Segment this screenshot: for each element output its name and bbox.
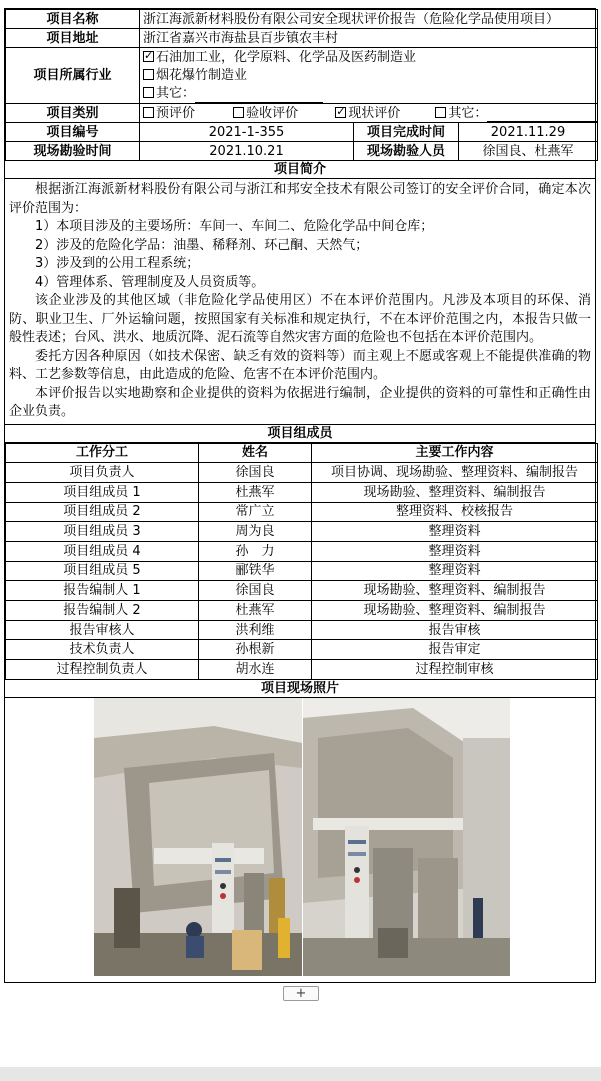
site-photo-right-image <box>303 698 510 976</box>
member-name: 郦铁华 <box>199 561 312 581</box>
table-row <box>6 640 598 660</box>
summary-body <box>5 179 595 425</box>
industry-option-petrochem[interactable]: ✓石油加工业，化学原料、化学品及医药制造业 <box>143 49 594 67</box>
table-row <box>6 561 598 581</box>
site-photo-left <box>94 698 302 976</box>
industry-option-other[interactable]: 其它： <box>143 85 594 103</box>
category-option-other[interactable]: 其它： <box>435 106 597 121</box>
member-work: 整理资料、校核报告 <box>312 502 598 522</box>
photos-title: 项目现场照片 <box>5 680 595 698</box>
member-role: 过程控制负责人 <box>6 660 199 680</box>
team-table <box>5 443 598 680</box>
member-name: 洪利维 <box>199 620 312 640</box>
category-option-pre[interactable]: 预评价 <box>143 105 229 122</box>
table-row <box>6 581 598 601</box>
project-address-value: 浙江省嘉兴市海盐县百步镇农丰村 <box>140 29 598 48</box>
member-work: 整理资料 <box>312 522 598 542</box>
member-work: 现场勘验、整理资料、编制报告 <box>312 482 598 502</box>
industry-option-fireworks[interactable]: 烟花爆竹制造业 <box>143 67 594 85</box>
checkbox[interactable] <box>143 87 154 98</box>
member-role: 项目组成员 1 <box>6 482 199 502</box>
member-role: 项目组成员 2 <box>6 502 199 522</box>
table-row <box>6 660 598 680</box>
member-work: 报告审定 <box>312 640 598 660</box>
project-name-value: 浙江海派新材料股份有限公司安全现状评价报告（危险化学品使用项目） <box>140 10 598 29</box>
table-row <box>6 620 598 640</box>
project-number-value: 2021-1-355 <box>140 123 354 142</box>
member-name: 孙根新 <box>199 640 312 660</box>
surveyors-value: 徐国良、杜燕军 <box>459 142 598 161</box>
member-work: 现场勘验、整理资料、编制报告 <box>312 601 598 621</box>
summary-item: 3）涉及到的公用工程系统； <box>35 256 200 271</box>
site-photo-right <box>303 698 510 976</box>
checkbox-checked[interactable] <box>143 51 154 62</box>
member-role: 项目负责人 <box>6 463 199 483</box>
member-role: 报告编制人 1 <box>6 581 199 601</box>
other-input-line[interactable] <box>487 109 597 122</box>
member-name: 徐国良 <box>199 581 312 601</box>
team-header-role: 工作分工 <box>6 443 199 463</box>
member-name: 常广立 <box>199 502 312 522</box>
checkbox[interactable] <box>435 107 446 118</box>
member-role: 项目组成员 4 <box>6 541 199 561</box>
summary-paragraph: 本评价报告以实地勘察和企业提供的资料为依据进行编制，企业提供的资料的可靠性和正确性由企业负责。 <box>9 385 591 419</box>
other-input-line[interactable] <box>195 90 323 103</box>
category-label: 项目类别 <box>6 104 140 123</box>
checkbox[interactable] <box>143 107 154 118</box>
survey-time-value: 2021.10.21 <box>140 142 354 161</box>
project-info-table <box>5 9 598 161</box>
member-work: 现场勘验、整理资料、编制报告 <box>312 581 598 601</box>
member-name: 徐国良 <box>199 463 312 483</box>
report-form <box>4 8 596 983</box>
summary-item: 2）涉及的危险化学品：油墨、稀释剂、环己酮、天然气； <box>35 237 369 253</box>
table-row <box>6 502 598 522</box>
member-name: 周为良 <box>199 522 312 542</box>
member-name: 杜燕军 <box>199 601 312 621</box>
member-role: 报告编制人 2 <box>6 601 199 621</box>
survey-time-label: 现场勘验时间 <box>6 142 140 161</box>
category-option-current[interactable]: ✓ 现状评价 <box>335 105 431 122</box>
team-header-row <box>6 443 598 463</box>
team-title: 项目组成员 <box>5 425 595 443</box>
project-number-label: 项目编号 <box>6 123 140 142</box>
member-name: 杜燕军 <box>199 482 312 502</box>
checkbox-checked[interactable] <box>335 107 346 118</box>
project-address-label: 项目地址 <box>6 29 140 48</box>
member-name: 孙 力 <box>199 541 312 561</box>
checkbox[interactable] <box>233 107 244 118</box>
category-options <box>140 104 598 123</box>
finish-time-label: 项目完成时间 <box>354 123 459 142</box>
team-header-name: 姓名 <box>199 443 312 463</box>
table-row <box>6 482 598 502</box>
member-name: 胡水连 <box>199 660 312 680</box>
summary-item: 1）本项目涉及的主要场所：车间一、车间二、危险化学品中间仓库； <box>35 219 434 234</box>
team-header-work: 主要工作内容 <box>312 443 598 463</box>
member-role: 技术负责人 <box>6 640 199 660</box>
surveyors-label: 现场勘验人员 <box>354 142 459 161</box>
member-work: 过程控制审核 <box>312 660 598 680</box>
industry-options <box>140 48 598 104</box>
bottom-bar <box>0 1067 601 1081</box>
summary-item: 4）管理体系、管理制度及人员资质等。 <box>35 274 265 290</box>
industry-label: 项目所属行业 <box>6 48 140 104</box>
member-role: 项目组成员 3 <box>6 522 199 542</box>
summary-paragraph: 该企业涉及的其他区域（非危险化学品使用区）不在本评价范围内。凡涉及本项目的环保、消防、职业卫生、厂外运输问题，按照国家有关标准和规定执行，不在本评价范围之内，本报告只做一般性表述；台风、洪水、地质沉降、泥石流等自然灾害方面的危险也不包括在本评价范围内。 <box>9 293 591 345</box>
table-row <box>6 463 598 483</box>
summary-title: 项目简介 <box>5 161 595 179</box>
member-work: 整理资料 <box>312 541 598 561</box>
member-work: 报告审核 <box>312 620 598 640</box>
category-option-acceptance[interactable]: 验收评价 <box>233 105 331 122</box>
project-name-label: 项目名称 <box>6 10 140 29</box>
site-photo-left-image <box>94 698 302 976</box>
checkbox[interactable] <box>143 69 154 80</box>
member-work: 项目协调、现场勘验、整理资料、编制报告 <box>312 463 598 483</box>
table-row <box>6 541 598 561</box>
member-role: 报告审核人 <box>6 620 199 640</box>
table-row <box>6 601 598 621</box>
add-button[interactable]: + <box>283 986 319 1001</box>
photos-area <box>5 698 595 978</box>
table-row <box>6 522 598 542</box>
member-role: 项目组成员 5 <box>6 561 199 581</box>
member-work: 整理资料 <box>312 561 598 581</box>
summary-paragraph: 根据浙江海派新材料股份有限公司与浙江和邦安全技术有限公司签订的安全评价合同，确定本次评价范围为： <box>9 182 591 216</box>
finish-time-value: 2021.11.29 <box>459 123 598 142</box>
summary-paragraph: 委托方因各种原因（如技术保密、缺乏有效的资料等）而主观上不愿或客观上不能提供准确的物料、工艺参数等信息，由此造成的危险、危害不在本评价范围内。 <box>9 348 591 382</box>
